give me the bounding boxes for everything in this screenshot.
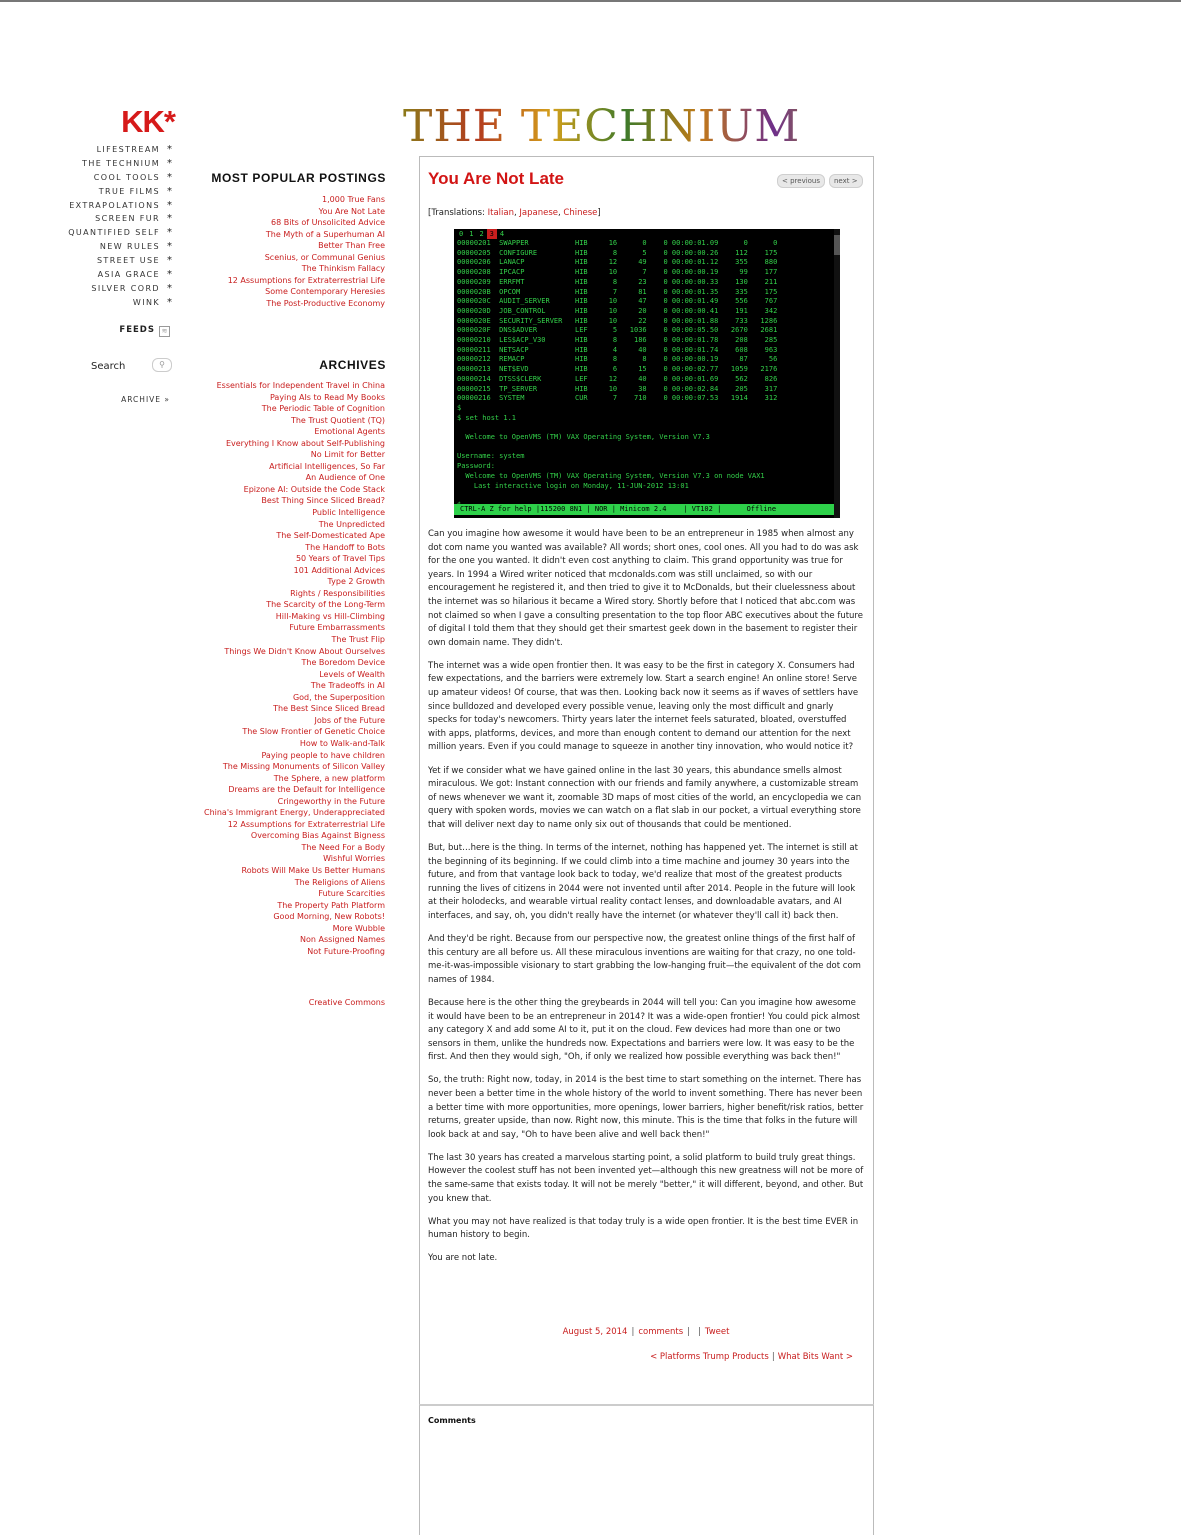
archive-post-link[interactable]: Dreams are the Default for Intelligence (228, 785, 385, 795)
archive-post-link[interactable]: Paying AIs to Read My Books (269, 392, 385, 402)
archive-post-link[interactable]: The Property Path Platform (277, 900, 385, 910)
popular-post-link[interactable]: Better Than Free (318, 241, 385, 251)
feeds-label: FEEDS (119, 325, 155, 335)
terminal-process-row: 00000211 NETSACP HIB 4 40 0 00:00:01.74 608 963 (457, 345, 778, 354)
archive-post-link[interactable]: Cringeworthy in the Future (277, 796, 385, 806)
comments-link[interactable]: comments (638, 1327, 684, 1337)
archive-post-link[interactable]: 12 Assumptions for Extraterrestrial Life (227, 819, 385, 829)
post-paragraph: You are not late. (428, 1253, 498, 1264)
archive-post-link[interactable]: God, the Superposition (292, 692, 385, 702)
archive-post-link[interactable]: The Boredom Device (301, 658, 385, 668)
site-title[interactable]: THE TECHNIUM (403, 102, 848, 152)
translations-prefix: [Translations: (428, 208, 488, 218)
terminal-status-bar: CTRL-A Z for help |115200 8N1 | NOR | Minicom 2.4 | VT102 | Offline (454, 504, 834, 515)
archive-post-link[interactable]: Wishful Worries (323, 854, 385, 864)
terminal-scroll-thumb (834, 235, 840, 255)
asterisk-icon: * (167, 282, 172, 294)
next-button[interactable]: next > (829, 174, 863, 188)
archive-post-link[interactable]: The Periodic Table of Cognition (261, 404, 385, 414)
archive-post-link[interactable]: Essentials for Independent Travel in China (216, 381, 385, 390)
terminal-process-row: 0000020C AUDIT_SERVER HIB 10 47 0 00:00:01.49 556 767 (457, 297, 778, 306)
translations-suffix: ] (597, 208, 601, 218)
archive-post-link[interactable]: The Missing Monuments of Silicon Valley (222, 762, 385, 772)
archive-post-link[interactable]: The Sphere, a new platform (273, 773, 385, 783)
archive-post-link[interactable]: Not Future-Proofing (307, 946, 385, 956)
post-paragraph: What you may not have realized is that today truly is a wide open frontier. It is the best time EVER in human history to begin. (428, 1216, 859, 1241)
asterisk-icon: * (167, 213, 172, 225)
nav-item-label: QUANTIFIED SELF (68, 228, 160, 238)
popular-post-link[interactable]: The Post-Productive Economy (266, 298, 385, 308)
terminal-tabs (454, 229, 840, 239)
terminal-line: Username: system (457, 452, 525, 461)
comments-heading: Comments (428, 1416, 476, 1425)
nav-item-the-technium[interactable] (40, 157, 172, 171)
post-meta: August 5, 2014 | comments | | Tweet (562, 1327, 730, 1337)
terminal-process-row: 00000214 DTSS$CLERK LEF 12 40 0 00:00:01.69 562 826 (457, 374, 778, 383)
feeds-link[interactable] (100, 325, 170, 337)
terminal-process-row: 0000020B OPCOM HIB 7 81 0 00:00:01.35 335 175 (457, 287, 778, 296)
terminal-session-text (454, 404, 840, 511)
post-paragraph: The last 30 years has created a marvelous starting point, a solid platform to build truly great things. However the coolest stuff has not been invented yet—although this new greatness will not be more of the same-same that exists today. It will not be merely "better," it will different, beyond, and other. But you knew that. (428, 1152, 864, 1204)
archive-post-link[interactable]: 50 Years of Travel Tips (295, 554, 385, 564)
archive-post-link[interactable]: Type 2 Growth (327, 577, 385, 587)
terminal-process-row: 00000205 CONFIGURE HIB 8 5 0 00:00:00.26 112 175 (457, 248, 778, 257)
archive-post-link[interactable]: Emotional Agents (314, 427, 385, 437)
nav-item-label: ASIA GRACE (97, 270, 160, 280)
terminal-line (457, 491, 840, 501)
archive-post-link[interactable]: The Need For a Body (301, 842, 385, 852)
archives-heading: ARCHIVES (319, 358, 386, 372)
archive-post-link[interactable]: The Tradeoffs in AI (310, 681, 385, 691)
terminal-process-row: 00000216 SYSTEM CUR 7 710 0 00:00:07.53 1914 312 (457, 394, 778, 403)
nav-item-label: SILVER CORD (91, 283, 160, 293)
terminal-process-row: 0000020F DNS$ADVER LEF 5 1036 0 00:00:05.50 2670 2681 (457, 326, 778, 335)
asterisk-icon: * (167, 255, 172, 267)
post-paragraph: Because here is the other thing the greybeards in 2044 will tell you: Can you imagine how awesome it would have been to be an entrepreneur in 2014? It was a wide-open frontier! You could pick almost any category X and add some AI to it, put it on the cloud. Few devices had more than one or two sensors in them, unlike the hundreds now. Expectations and barriers were low. It was easy to be the first. And then they would sigh, "Oh, if only we realized how possible everything was back then!" (428, 997, 860, 1063)
nav-item-label: TRUE FILMS (98, 186, 160, 196)
popular-post-link[interactable]: The Thinkism Fallacy (301, 264, 385, 274)
translation-italian[interactable]: Italian (487, 208, 514, 218)
archive-post-link[interactable]: Things We Didn't Know About Ourselves (224, 646, 385, 656)
search-label: Search (91, 361, 126, 372)
nav-item-label: EXTRAPOLATIONS (69, 200, 160, 210)
archive-post-link[interactable]: Jobs of the Future (314, 715, 385, 725)
asterisk-icon: * (167, 199, 172, 211)
nav-item-label: THE TECHNIUM (82, 158, 160, 168)
translations: [Translations: Italian, Japanese, Chinese] (428, 208, 601, 218)
archive-post-link[interactable]: No Limit for Better (310, 450, 385, 460)
terminal-line: Welcome to OpenVMS (TM) VAX Operating System, Version V7.3 on node VAX1 (457, 471, 765, 480)
popular-post-link[interactable]: You Are Not Late (318, 206, 385, 216)
terminal-tab: 0 (459, 230, 464, 238)
nav-item-label: WINK (132, 297, 160, 307)
popular-post-link[interactable]: 1,000 True Fans (322, 195, 385, 204)
archive-post-link[interactable]: Levels of Wealth (319, 669, 385, 679)
archive-post-link[interactable]: Rights / Responsibilities (290, 588, 385, 598)
archive-link[interactable]: ARCHIVE » (121, 395, 170, 404)
terminal-process-row: 00000213 NET$EVD HIB 6 15 0 00:00:02.77 1059 2176 (457, 365, 778, 374)
post-date[interactable]: August 5, 2014 (562, 1327, 628, 1337)
archive-post-link[interactable]: The Trust Quotient (TQ) (290, 415, 385, 425)
post-paragraph: Can you imagine how awesome it would have been to be an entrepreneur in 1985 when almost any dot com name you wanted was available? All words; short ones, cool ones. All you had to do was ask for the one you wanted. It didn't even cost anything to claim. This grand opportunity was true for years. In 1994 a Wired writer noticed that mcdonalds.com was still unclaimed, so with our encouragement he registered it, and then tried to give it to McDonalds, but their cluelessness about the internet was so hilarious it became a Wired story. Shortly before that I noticed that abc.com was not claimed so when I gave a consulting presentation to the top floor ABC executives about the future of digital I told them that they should get their smartest geek down in the basement to register their own domain name. They didn't. (428, 529, 863, 648)
asterisk-icon: * (167, 296, 172, 308)
archive-post-link[interactable]: Hill-Making vs Hill-Climbing (275, 611, 385, 621)
terminal-process-row: 00000206 LANACP HIB 12 49 0 00:00:01.12 355 880 (457, 258, 778, 267)
archive-post-link[interactable]: The Slow Frontier of Genetic Choice (242, 727, 385, 737)
nav-item-quantified-self[interactable] (40, 226, 172, 240)
nav-item-label: STREET USE (96, 256, 160, 266)
rss-icon: ≋ (159, 326, 170, 337)
nav-item-true-films[interactable] (40, 185, 172, 199)
prev-post-link[interactable]: < Platforms Trump Products (650, 1352, 769, 1362)
comments-panel (419, 1404, 874, 1535)
archive-post-link[interactable]: Non Assigned Names (300, 935, 385, 945)
asterisk-icon: * (167, 144, 172, 155)
next-post-link[interactable]: What Bits Want > (777, 1352, 853, 1362)
terminal-process-row: 00000208 IPCACP HIB 10 7 0 00:00:00.19 99 177 (457, 268, 778, 277)
archive-post-link[interactable]: How to Walk-and-Talk (299, 738, 385, 748)
archive-post-link[interactable]: Overcoming Bias Against Bigness (250, 831, 385, 841)
creative-commons-link[interactable]: Creative Commons (308, 998, 385, 1007)
nav-item-silver-cord[interactable] (40, 282, 172, 296)
asterisk-icon: * (167, 227, 172, 239)
post-paragraph: But, but…here is the thing. In terms of the internet, nothing has happened yet. The internet is still at the beginning of its beginning. If we could climb into a time machine and journey 30 years into the future, and from that vantage look back to today, we'd realize that most of the greatest products running the lives of citizens in 2044 were not invented until after 2014. People in the future will look at their holodecks, and wearable virtual reality contact lenses, and downloadable avatars, and AI interfaces, and say, oh, you didn't really have the internet (or whatever they'll call it) back then. (428, 842, 858, 921)
nav-item-label: LIFESTREAM (96, 145, 160, 154)
popular-post-link[interactable]: 68 Bits of Unsolicited Advice (271, 218, 385, 228)
terminal-tab: 1 (469, 230, 474, 238)
archive-post-link[interactable]: Future Scarcities (318, 889, 385, 899)
archive-post-link[interactable]: Paying people to have children (261, 750, 385, 760)
nav-item-label: NEW RULES (99, 242, 160, 252)
archive-post-link[interactable]: 101 Additional Advices (293, 565, 385, 575)
terminal-line: $ (457, 403, 462, 412)
terminal-scrollbar (834, 229, 840, 518)
nav-item-new-rules[interactable] (40, 240, 172, 254)
translation-chinese[interactable]: Chinese (563, 208, 598, 218)
top-border (0, 0, 1181, 2)
terminal-process-row: 00000215 TP_SERVER HIB 10 38 0 00:00:02.84 205 317 (457, 384, 778, 393)
popular-post-link[interactable]: Some Contemporary Heresies (265, 287, 385, 297)
nav-item-wink[interactable] (40, 296, 172, 310)
nav-item-lifestream[interactable] (40, 143, 172, 157)
terminal-process-row: 00000201 SWAPPER HIB 16 0 0 00:00:01.09 0 0 (457, 239, 778, 247)
archive-post-link[interactable]: Artificial Intelligences, So Far (269, 461, 385, 471)
previous-button[interactable]: < previous (777, 174, 825, 188)
archive-post-link[interactable]: Public Intelligence (312, 508, 385, 518)
terminal-process-row: 00000212 REMACP HIB 8 8 0 00:00:00.19 87 56 (457, 355, 778, 364)
nav-item-street-use[interactable] (40, 254, 172, 268)
terminal-screenshot (454, 229, 840, 518)
post-paragraph: And they'd be right. Because from our perspective now, the greatest online things of the first half of this century are all before us. All these miraculous inventions are waiting for that crazy, no one told-me-it-was-impossible visionary to start grabbing the low-hanging fruit—the equivalent of the dot com names of 1984. (428, 934, 861, 985)
terminal-tab: 4 (499, 230, 505, 238)
terminal-process-row: 00000209 ERRFMT HIB 8 23 0 00:00:00.33 130 211 (457, 277, 778, 286)
archive-post-link[interactable]: More Wubble (332, 923, 385, 933)
terminal-line: Password: (457, 462, 495, 471)
archive-post-link[interactable]: The Religions of Aliens (294, 877, 385, 887)
terminal-process-list (454, 239, 840, 404)
terminal-process-row: 0000020D JOB_CONTROL HIB 10 20 0 00:00:00.41 191 342 (457, 306, 778, 315)
translation-japanese[interactable]: Japanese (519, 208, 559, 218)
terminal-line (457, 423, 840, 433)
post-paragraph: Yet if we consider what we have gained online in the last 30 years, this abundance smells almost miraculous. We got: Instant connection with our friends and family anywhere, a customizable stream of news whenever we want it, zoomable 3D maps of most cities of the world, an encyclopedia we can query with spoken words, movies we can watch on a flat slab in our pocket, a virtual everything store that will deliver next day to name only six out of thousands that could be mentioned. (428, 765, 862, 830)
archive-post-link[interactable]: Robots Will Make Us Better Humans (241, 865, 385, 875)
archive-post-link[interactable]: Good Morning, New Robots! (273, 912, 385, 922)
asterisk-icon: * (167, 157, 172, 169)
post-paragraph: The internet was a wide open frontier then. It was easy to be the first in category X. Consumers had few expectations, and the barriers were extremely low. Start a search engine! An online store! Serve up amateur videos! Of course, that was then. Looking back now it seems as if waves of settlers have since bulldozed and developed every possible venue, leaving only the most difficult and gnarly specks for today's newcomers. Thirty years later the internet feels saturated, bloated, overstuffed with apps, platforms, devices, and more than enough content to demand our attention for the next million years. Even if you could manage to squeeze in another tiny innovation, who would notice it? (428, 660, 859, 753)
search-icon: ⚲ (159, 360, 165, 369)
terminal-line: Last interactive login on Monday, 11-JUN-2012 13:01 (457, 481, 689, 490)
post-paragraph: So, the truth: Right now, today, in 2014 is the best time to start something on the internet. There has never been a better time in the whole history of the world to invent something. There has never been a better time with more opportunities, more openings, lower barriers, higher benefit/risk ratios, better returns, greater upside, than now. Right now, this minute. This is the time that folks in the future will look back at and say, "Oh to have been alive and well back then!" (428, 1075, 864, 1140)
popular-post-link[interactable]: The Myth of a Superhuman AI (265, 229, 385, 239)
asterisk-icon: * (167, 269, 172, 281)
archive-post-link[interactable]: The Best Since Sliced Bread (273, 704, 385, 714)
nav-item-label: COOL TOOLS (93, 172, 160, 182)
nav-item-screen-fur[interactable] (40, 212, 172, 226)
kk-logo[interactable]: KK* (121, 104, 175, 139)
archive-post-link[interactable]: Best Thing Since Sliced Bread? (261, 496, 385, 506)
archive-post-link[interactable]: The Self-Domesticated Ape (276, 531, 385, 541)
tweet-button[interactable]: Tweet (704, 1327, 730, 1337)
terminal-line: $ set host 1.1 (457, 413, 517, 422)
asterisk-icon: * (167, 185, 172, 197)
post-body (428, 528, 864, 1276)
site-nav (40, 143, 172, 310)
archive-post-link[interactable]: China's Immigrant Energy, Underappreciated (203, 808, 385, 818)
asterisk-icon: * (167, 171, 172, 183)
terminal-process-row: 00000210 LES$ACP_V30 HIB 8 186 0 00:00:01.78 208 285 (457, 336, 778, 345)
terminal-tab: 2 (479, 230, 484, 238)
most-popular-list (190, 194, 385, 309)
asterisk-icon: * (167, 241, 172, 253)
archives-list (190, 380, 385, 957)
terminal-tab: 3 (487, 229, 497, 239)
search-input[interactable] (152, 358, 172, 372)
archive-post-link[interactable]: Everything I Know about Self-Publishing (225, 438, 385, 448)
archive-post-link[interactable]: The Trust Flip (331, 635, 385, 645)
archive-post-link[interactable]: The Scarcity of the Long-Term (266, 600, 385, 610)
nav-item-label: SCREEN FUR (95, 214, 160, 224)
nav-item-cool-tools[interactable] (40, 171, 172, 185)
nav-item-asia-grace[interactable] (40, 268, 172, 282)
popular-post-link[interactable]: Scenius, or Communal Genius (264, 252, 385, 262)
post-navigation: < Platforms Trump Products | What Bits Want > (650, 1352, 853, 1362)
terminal-line: Welcome to OpenVMS (TM) VAX Operating System, Version V7.3 (457, 433, 710, 442)
terminal-line (457, 443, 840, 453)
archive-post-link[interactable]: The Handoff to Bots (305, 542, 385, 552)
popular-post-link[interactable]: 12 Assumptions for Extraterrestrial Life (227, 275, 385, 285)
post-title[interactable]: You Are Not Late (428, 169, 565, 188)
nav-item-extrapolations[interactable] (40, 199, 172, 213)
archive-post-link[interactable]: An Audience of One (305, 473, 385, 483)
archive-post-link[interactable]: Epizone AI: Outside the Code Stack (243, 484, 385, 494)
archive-post-link[interactable]: Future Embarrassments (289, 623, 385, 633)
most-popular-heading: MOST POPULAR POSTINGS (211, 171, 386, 185)
terminal-process-row: 0000020E SECURITY_SERVER HIB 10 22 0 00:00:01.88 733 1286 (457, 316, 778, 325)
archive-post-link[interactable]: The Unpredicted (318, 519, 385, 529)
